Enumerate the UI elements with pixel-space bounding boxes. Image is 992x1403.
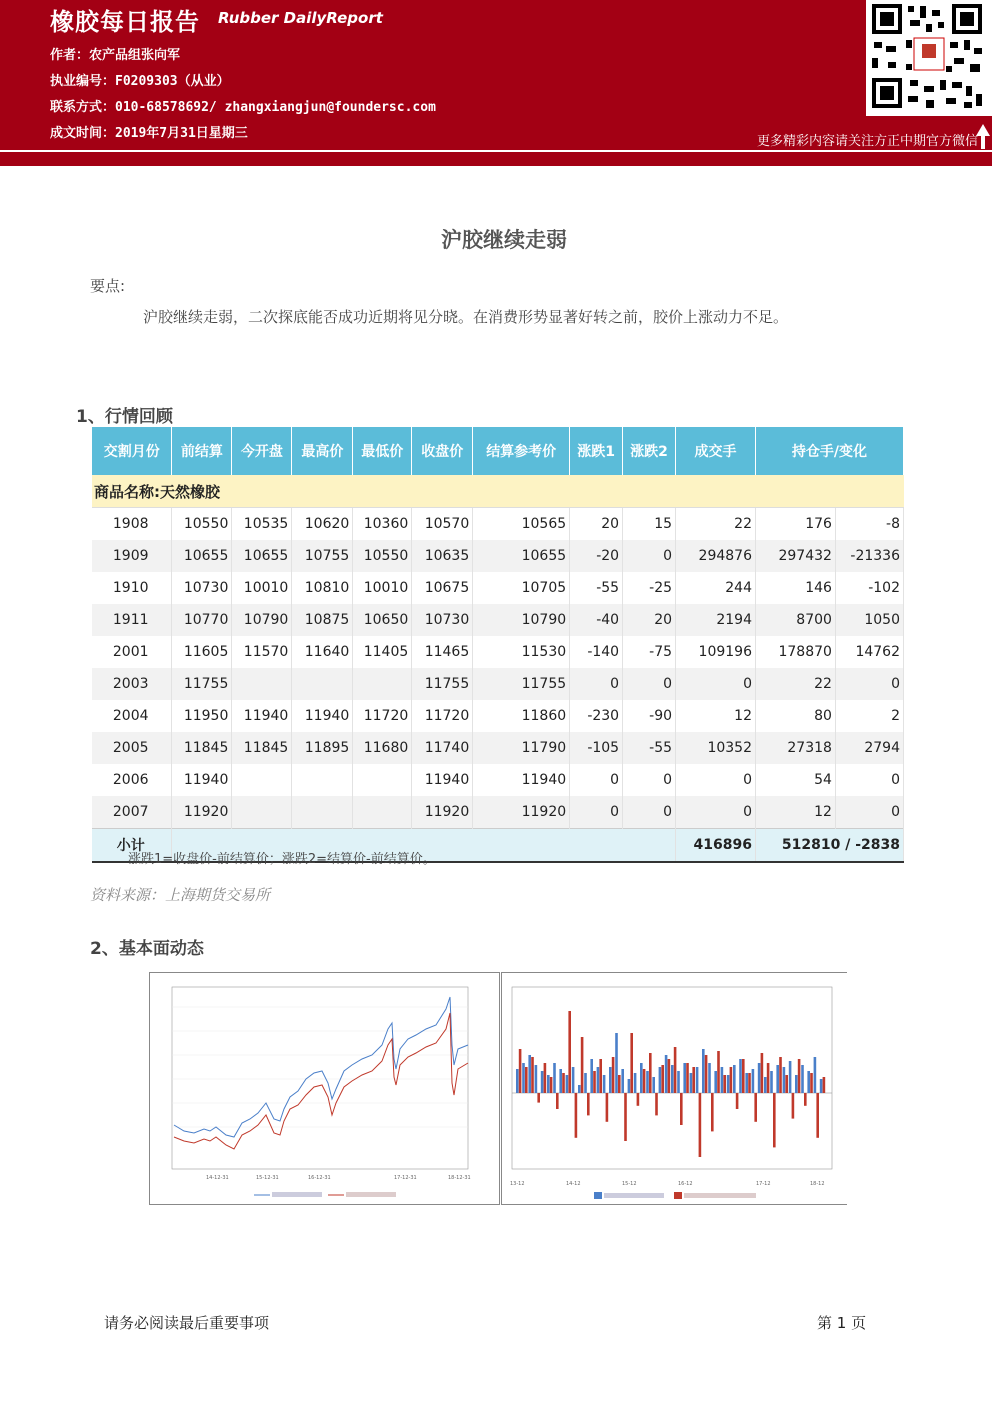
column-header: 持仓手/变化 [755,427,903,475]
bar-chart [502,973,847,1204]
bar-blue [566,1075,569,1093]
table-cell: 22 [755,668,835,700]
category-row [92,475,904,508]
table-cell: 0 [835,668,903,700]
table-cell: 15 [623,508,676,541]
table-cell: 2004 [92,700,172,732]
line-xtick-0: 14-12-31 [206,1175,229,1181]
line-xtick-3: 17-12-31 [394,1175,417,1181]
bar-red [537,1093,540,1103]
table-cell: 10810 [292,572,353,604]
contact-line: 联系方式：010-68578692/ zhangxiangjun@foundersc.com [50,100,436,115]
bar-blue [764,1077,767,1093]
table-cell: 14762 [835,636,903,668]
table-cell: 11530 [473,636,570,668]
bar-blue [702,1049,705,1093]
bar-red [748,1073,751,1093]
table-cell: -55 [623,732,676,764]
date-line: 成文时间：2019年7月31日星期三 [50,126,248,141]
table-cell: 8700 [755,604,835,636]
bar-red [779,1057,782,1093]
footer-disclaimer: 请务必阅读最后重要事项 [104,1314,270,1332]
bar-xtick-3: 16-12 [678,1181,693,1187]
table-cell: 1909 [92,540,172,572]
table-cell: 0 [623,540,676,572]
table-cell: 10675 [412,572,473,604]
table-cell: 2794 [835,732,903,764]
table-cell [292,764,353,796]
line-xtick-2: 16-12-31 [308,1175,331,1181]
table-cell: 10635 [412,540,473,572]
report-title-cn: 橡胶每日报告 [50,8,200,36]
table-cell: -8 [835,508,903,541]
bar-legend-blue-label-icon [604,1193,664,1198]
table-row [92,764,904,796]
bar-red [816,1093,819,1138]
table-cell: 0 [835,764,903,796]
bar-blue [795,1075,798,1093]
header-divider [0,152,992,166]
bar-blue [541,1071,544,1093]
bar-blue [646,1071,649,1093]
table-cell: 10565 [473,508,570,541]
bar-red [550,1077,553,1093]
bar-red [754,1093,757,1122]
bar-blue [708,1063,711,1093]
table-cell: 10655 [473,540,570,572]
table-cell: -105 [570,732,623,764]
bar-blue [721,1067,724,1093]
bar-blue [659,1067,662,1093]
bar-blue [783,1067,786,1093]
bar-red [742,1059,745,1093]
table-cell: 11895 [292,732,353,764]
column-header: 收盘价 [412,427,473,475]
legend-red-label-icon [346,1192,396,1197]
table-cell: 10790 [232,604,292,636]
bar-blue [770,1071,773,1093]
table-cell: 10550 [353,540,412,572]
column-header: 涨跌2 [623,427,676,475]
table-cell: 10010 [353,572,412,604]
legend-blue-label-icon [272,1192,322,1197]
table-cell: 2006 [92,764,172,796]
bar-red [519,1049,522,1093]
table-cell: 0 [676,764,756,796]
bar-red [599,1059,602,1093]
bar-xtick-5: 18-12 [810,1181,825,1187]
bar-blue [714,1071,717,1093]
table-cell: 11755 [412,668,473,700]
table-cell [292,668,353,700]
column-header: 结算参考价 [473,427,570,475]
bar-xtick-0: 13-12 [510,1181,525,1187]
bar-blue [634,1073,637,1093]
bar-blue [696,1067,699,1093]
bar-red [624,1093,627,1141]
table-cell [232,764,292,796]
table-row [92,636,904,668]
table-cell [353,796,412,829]
bar-red [630,1033,633,1093]
table-cell: 0 [570,668,623,700]
table-cell: 2 [835,700,903,732]
table-cell [292,796,353,829]
table-cell: 27318 [755,732,835,764]
line-series-blue [174,997,468,1137]
bar-red [525,1067,528,1093]
table-cell: 0 [570,796,623,829]
bar-chart-panel [501,972,847,1205]
bar-blue [578,1085,581,1093]
bar-blue [522,1063,525,1093]
table-cell: 11940 [292,700,353,732]
bar-blue [609,1067,612,1093]
table-cell [232,796,292,829]
bar-red [798,1059,801,1093]
bar-red [655,1093,658,1115]
bar-blue [553,1063,556,1093]
table-cell: 54 [755,764,835,796]
column-header: 前结算 [172,427,232,475]
table-cell: 11640 [292,636,353,668]
table-cell: 109196 [676,636,756,668]
bar-blue [535,1065,538,1093]
column-header: 涨跌1 [570,427,623,475]
bar-blue [603,1075,606,1093]
table-cell: 1911 [92,604,172,636]
table-cell: -75 [623,636,676,668]
table-cell: 1050 [835,604,903,636]
table-cell [232,668,292,700]
table-cell: 11755 [473,668,570,700]
bar-red [668,1059,671,1093]
author-line: 作者：农产品组张向军 [50,48,181,63]
table-cell: 1908 [92,508,172,541]
data-source: 资料来源：上海期货交易所 [90,886,271,904]
table-cell: 11920 [412,796,473,829]
table-cell: 10360 [353,508,412,541]
table-cell: -40 [570,604,623,636]
bar-blue [789,1061,792,1093]
table-cell: 10352 [676,732,756,764]
bar-red [680,1093,683,1125]
table-cell: 12 [755,796,835,829]
bar-red [618,1075,621,1093]
table-cell: 1910 [92,572,172,604]
table-row [92,796,904,829]
table-row [92,604,904,636]
table-cell: 20 [623,604,676,636]
table-cell: 0 [676,796,756,829]
table-cell: 11920 [473,796,570,829]
table-cell: 10705 [473,572,570,604]
table-cell: 10730 [412,604,473,636]
bar-xtick-1: 14-12 [566,1181,581,1187]
table-cell: 11740 [412,732,473,764]
page-number: 第 1 页 [817,1314,867,1332]
bar-red [711,1093,714,1131]
column-header: 成交手 [676,427,756,475]
bar-red [810,1073,813,1093]
keypoints-label: 要点: [90,277,126,295]
table-cell: -140 [570,636,623,668]
table-cell: -55 [570,572,623,604]
bar-red [804,1093,807,1106]
bar-red [692,1067,695,1093]
bar-red [649,1053,652,1093]
bar-blue [628,1079,631,1093]
bar-blue [727,1075,730,1093]
report-title-en: Rubber DailyReport [218,9,383,27]
bar-blue [652,1077,655,1093]
table-cell [353,668,412,700]
table-cell: 0 [623,796,676,829]
table-cell: 11860 [473,700,570,732]
bar-blue [584,1073,587,1093]
bar-red [723,1075,726,1093]
table-cell: 10790 [473,604,570,636]
bar-red [606,1093,609,1122]
table-cell: 2001 [92,636,172,668]
bar-red [823,1077,826,1093]
table-cell: 11845 [172,732,232,764]
column-header: 交割月份 [92,427,172,475]
table-cell: 22 [676,508,756,541]
bar-blue [820,1079,823,1093]
table-note: 涨跌1=收盘价-前结算价；涨跌2=结算价-前结算价。 [128,852,436,867]
subtotal-open-interest: 512810 / -2838 [755,829,903,863]
table-cell: 0 [623,764,676,796]
table-cell: 2003 [92,668,172,700]
bar-red [674,1047,677,1093]
bar-red [612,1057,615,1093]
table-cell: 10655 [232,540,292,572]
table-cell: 244 [676,572,756,604]
license-line: 执业编号：F0209303（从业） [50,74,230,89]
table-cell: 11920 [172,796,232,829]
line-chart-panel [149,972,500,1205]
table-row [92,508,904,541]
bar-blue [671,1065,674,1093]
wechat-note: 更多精彩内容请关注方正中期官方微信 [756,134,978,149]
qr-code-icon [866,0,992,116]
line-chart [150,973,499,1204]
bar-red [544,1063,547,1093]
table-cell: 10755 [292,540,353,572]
table-cell: 11940 [412,764,473,796]
bar-blue [745,1073,748,1093]
subtotal-volume: 416896 [676,829,756,863]
bar-blue [733,1065,736,1093]
bar-xtick-4: 17-12 [756,1181,771,1187]
column-header: 今开盘 [232,427,292,475]
bar-blue [640,1063,643,1093]
bar-legend-red-icon [674,1192,682,1199]
table-row [92,572,904,604]
table-cell: -230 [570,700,623,732]
bar-red [643,1069,646,1093]
table-cell [353,764,412,796]
table-cell: 11465 [412,636,473,668]
table-cell: 11940 [172,764,232,796]
table-cell: 0 [676,668,756,700]
bar-legend-blue-icon [594,1192,602,1199]
table-cell: 11680 [353,732,412,764]
bar-blue [776,1065,779,1093]
document-title: 沪胶继续走弱 [441,228,567,252]
table-cell: 10010 [232,572,292,604]
table-cell: 0 [835,796,903,829]
table-cell: 11720 [353,700,412,732]
bar-blue [683,1063,686,1093]
bar-blue [590,1059,593,1093]
bar-blue [690,1073,693,1093]
table-cell: 11940 [473,764,570,796]
report-header [0,0,992,150]
bar-red [792,1093,795,1119]
bar-blue [572,1067,575,1093]
table-cell: 12 [676,700,756,732]
table-cell: 2194 [676,604,756,636]
table-cell: 10875 [292,604,353,636]
table-cell: 20 [570,508,623,541]
bar-red [587,1093,590,1115]
table-cell: 10570 [412,508,473,541]
table-cell: 11720 [412,700,473,732]
table-cell: -20 [570,540,623,572]
table-header-row [92,427,904,475]
line-xtick-1: 15-12-31 [256,1175,279,1181]
table-cell: 11940 [232,700,292,732]
bar-blue [758,1063,761,1093]
table-cell: 297432 [755,540,835,572]
bar-red [661,1065,664,1093]
table-cell: -102 [835,572,903,604]
table-cell: 10730 [172,572,232,604]
table-cell: 178870 [755,636,835,668]
table-row [92,732,904,764]
quotes-table [92,427,904,863]
subtotal-label: 小计 [92,829,172,863]
table-cell: 11405 [353,636,412,668]
table-cell: 0 [623,668,676,700]
table-cell: 0 [570,764,623,796]
bar-red [785,1075,788,1093]
bar-red [531,1057,534,1093]
bar-blue [559,1069,562,1093]
table-cell: 2007 [92,796,172,829]
bar-blue [814,1057,817,1093]
bar-blue [801,1065,804,1093]
column-header: 最高价 [292,427,353,475]
table-cell: 10650 [353,604,412,636]
bar-red [637,1093,640,1106]
table-cell: 11950 [172,700,232,732]
table-cell: 10535 [232,508,292,541]
bar-red [767,1063,770,1093]
bar-red [562,1073,565,1093]
bar-red [556,1093,559,1109]
table-row [92,700,904,732]
bar-red [575,1093,578,1138]
bar-red [705,1055,708,1093]
bar-blue [752,1069,755,1093]
table-cell: -21336 [835,540,903,572]
table-cell: 294876 [676,540,756,572]
table-row [92,540,904,572]
table-cell: 10655 [172,540,232,572]
table-cell: 146 [755,572,835,604]
bar-blue [621,1069,624,1093]
bar-blue [528,1055,531,1093]
bar-blue [677,1071,680,1093]
column-header: 最低价 [353,427,412,475]
bar-blue [516,1069,519,1093]
bar-legend-red-label-icon [684,1193,756,1198]
table-cell: 11845 [232,732,292,764]
bar-red [730,1067,733,1093]
table-cell: 11570 [232,636,292,668]
arrow-stem-icon [981,135,985,149]
bar-blue [807,1071,810,1093]
table-cell: 176 [755,508,835,541]
table-cell: -90 [623,700,676,732]
bar-blue [547,1075,550,1093]
table-cell: 11790 [473,732,570,764]
table-cell: 10550 [172,508,232,541]
table-row [92,668,904,700]
bar-red [761,1053,764,1093]
bar-blue [739,1059,742,1093]
bar-red [593,1071,596,1093]
table-cell: 10620 [292,508,353,541]
bar-red [568,1011,571,1093]
table-cell: 11605 [172,636,232,668]
bar-red [686,1063,689,1093]
table-cell: 10770 [172,604,232,636]
bar-blue [597,1067,600,1093]
table-cell: 11755 [172,668,232,700]
bar-xtick-2: 15-12 [622,1181,637,1187]
bar-red [773,1093,776,1147]
bar-red [736,1093,739,1109]
bar-red [699,1093,702,1157]
bar-red [717,1051,720,1093]
bar-blue [615,1033,618,1093]
bar-red [581,1037,584,1093]
section1-heading: 1、行情回顾 [76,407,173,427]
bar-blue [665,1055,668,1093]
category-label: 商品名称:天然橡胶 [92,475,904,508]
table-cell: -25 [623,572,676,604]
line-xtick-4: 18-12-31 [448,1175,471,1181]
keypoints-text: 沪胶继续走弱，二次探底能否成功近期将见分晓。在消费形势显著好转之前，胶价上涨动力不足。 [143,308,789,326]
table-cell: 2005 [92,732,172,764]
section2-heading: 2、基本面动态 [90,939,204,959]
table-cell: 80 [755,700,835,732]
